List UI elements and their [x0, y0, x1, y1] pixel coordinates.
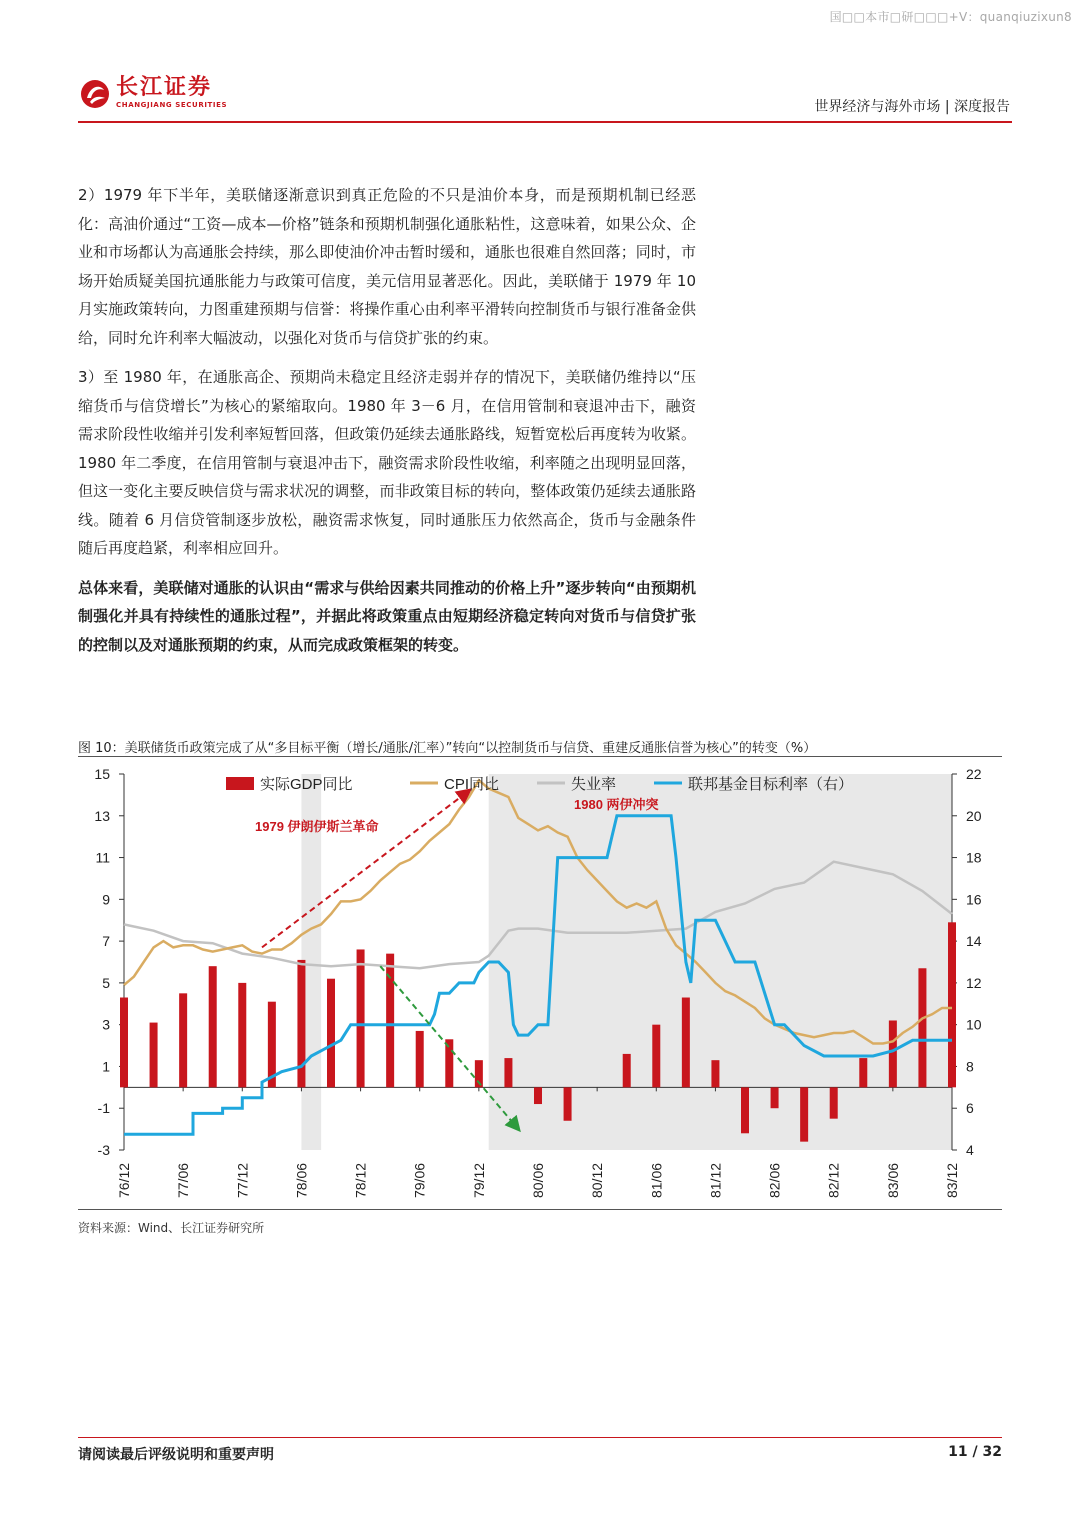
legend-fedfunds-label: 联邦基金目标利率（右） [688, 776, 854, 793]
y-left-tick-label: 7 [102, 933, 110, 950]
y-right-tick-label: 20 [966, 807, 982, 824]
legend-gdp-label: 实际GDP同比 [260, 776, 353, 793]
report-section-title: 世界经济与海外市场 | 深度报告 [814, 99, 1010, 115]
x-tick-label: 82/12 [825, 1162, 842, 1198]
gdp-bar [327, 979, 335, 1088]
gdp-bar [416, 1031, 424, 1087]
y-right-tick-label: 16 [966, 891, 982, 908]
figure-bottom-rule [78, 1209, 1002, 1210]
y-left-tick-label: 1 [102, 1058, 110, 1075]
x-tick-label: 78/12 [352, 1162, 369, 1198]
y-left-tick-label: 9 [102, 891, 110, 908]
x-tick-label: 80/06 [530, 1162, 546, 1198]
y-right-tick-label: 6 [966, 1100, 974, 1117]
gdp-bar [889, 1020, 897, 1087]
gdp-bar [504, 1058, 512, 1087]
gdp-bar [564, 1087, 572, 1120]
paragraph-1979: 2）1979 年下半年，美联储逐渐意识到真正危险的不只是油价本身，而是预期机制已经恶化：高油价通过“工资—成本—价格”链条和预期机制强化通胀粘性，这意味着，如果公众、企业和市场都认为高通胀会持续，那么即使油价冲击暂时缓和，通胀也很难自然回落；同时，市场开始质疑美国抗通胀能力与政策可信度，美元信用显著恶化。因此，美联储于 1979 年 10 月实施政策转向，力图重建预期与信誉：将操作重心由利率平滑转向控制货币与银行准备金供给，同时允许利率大幅波动，以强化对货币与信贷扩张的约束。 [78, 186, 696, 347]
y-left-tick-label: 11 [95, 849, 110, 866]
y-right-tick-label: 14 [966, 933, 982, 950]
y-left-tick-label: 5 [102, 974, 110, 991]
gdp-bar [120, 998, 128, 1088]
figure-top-rule [78, 756, 1002, 757]
gdp-bar [652, 1025, 660, 1088]
y-right-tick-label: 18 [966, 849, 982, 866]
x-tick-label: 80/12 [589, 1162, 606, 1198]
policy-shift-chart [78, 758, 1002, 1208]
gdp-bar [682, 998, 690, 1088]
y-left-tick-label: 3 [102, 1016, 110, 1033]
rising-trend-arrow [262, 791, 469, 948]
figure-caption: 图 10：美联储货币政策完成了从“多目标平衡（增长/通胀/汇率）”转向“以控制货币与信贷、重建反通胀信誉为核心”的转变（%） [78, 741, 817, 756]
y-left-tick-label: -3 [97, 1142, 110, 1158]
y-left-tick-label: -1 [97, 1100, 110, 1117]
gdp-bar [209, 966, 217, 1087]
x-tick-label: 82/06 [766, 1162, 783, 1198]
gdp-bar [800, 1087, 808, 1141]
x-tick-label: 77/12 [234, 1162, 251, 1198]
y-right-tick-label: 22 [966, 766, 982, 782]
gdp-bar [623, 1054, 631, 1087]
legend-cpi-label: CPI同比 [444, 776, 500, 793]
figure-source: 资料来源：Wind、长江证券研究所 [78, 1221, 265, 1235]
paragraph-1980: 3）至 1980 年，在通胀高企、预期尚未稳定且经济走弱并存的情况下，美联储仍维持以“压缩货币与信贷增长”为核心的紧缩取向。1980 年 3－6 月，在信用管制和衰退冲击下，融资需求阶段性收缩并引发利率短暂回落，但政策仍延续去通胀路线，短暂宽松后再度转为收紧。1980 年二季度，在信用管制与衰退冲击下，融资需求阶段性收缩，利率随之出现明显回落，但这一变化主要反映信贷与需求状况的调整，而非政策目标的转向，整体政策仍延续去通胀路线。随着 6 月信贷管制逐步放松，融资需求恢复，同时通胀压力依然高企，货币与金融条件随后再度趋紧，利率相应回升。 [78, 368, 696, 557]
header-divider [78, 121, 1012, 123]
x-tick-label: 81/06 [648, 1162, 665, 1198]
gdp-bar [150, 1023, 158, 1088]
annotation-1979-revolution: 1979 伊朗伊斯兰革命 [255, 819, 379, 834]
gdp-bar [741, 1087, 749, 1133]
gdp-bar [534, 1087, 542, 1104]
gdp-bar [711, 1060, 719, 1087]
legend-gdp-swatch [226, 777, 254, 790]
x-tick-label: 76/12 [116, 1162, 132, 1198]
watermark: 国□□本市□研□□□+V：quanqiuzixun8 [829, 10, 1072, 24]
x-tick-label: 79/12 [470, 1162, 487, 1198]
gdp-bar [859, 1058, 867, 1087]
x-tick-label: 78/06 [293, 1162, 310, 1198]
report-body [78, 181, 696, 670]
x-tick-label: 79/06 [411, 1162, 428, 1198]
gdp-bar [918, 968, 926, 1087]
logo-name-cn: 长江证券 [116, 75, 213, 100]
annotation-1980-war: 1980 两伊冲突 [574, 797, 659, 812]
gdp-bar [948, 922, 956, 1087]
gdp-bar [771, 1087, 779, 1108]
logo-name-en: CHANGJIANG SECURITIES [116, 101, 228, 109]
page-number: 11 / 32 [948, 1444, 1002, 1460]
gdp-bar [238, 983, 246, 1087]
y-right-tick-label: 4 [966, 1142, 974, 1158]
footer-divider [78, 1437, 1002, 1438]
y-left-tick-label: 15 [94, 766, 110, 782]
x-tick-label: 83/06 [884, 1162, 901, 1198]
gdp-bar [179, 993, 187, 1087]
y-right-tick-label: 10 [966, 1016, 982, 1033]
legend-unemployment-label: 失业率 [571, 776, 617, 793]
company-logo [78, 76, 227, 110]
shaded-period-1 [489, 774, 952, 1150]
x-tick-label: 77/06 [175, 1162, 192, 1198]
footer-disclaimer: 请阅读最后评级说明和重要声明 [78, 1447, 274, 1463]
paragraph-conclusion: 总体来看，美联储对通胀的认识由“需求与供给因素共同推动的价格上升”逐步转向“由预期机制强化并具有持续性的通胀过程”，并据此将政策重点由短期经济稳定转向对货币与信贷扩张的控制以及对通胀预期的约束，从而完成政策框架的转变。 [78, 578, 696, 654]
y-left-tick-label: 13 [94, 807, 110, 824]
y-right-tick-label: 12 [966, 974, 982, 991]
gdp-bar [830, 1087, 838, 1118]
logo-icon [78, 76, 112, 110]
y-right-tick-label: 8 [966, 1058, 974, 1075]
x-tick-label: 83/12 [944, 1162, 960, 1198]
x-tick-label: 81/12 [707, 1162, 724, 1198]
gdp-bar [357, 949, 365, 1087]
